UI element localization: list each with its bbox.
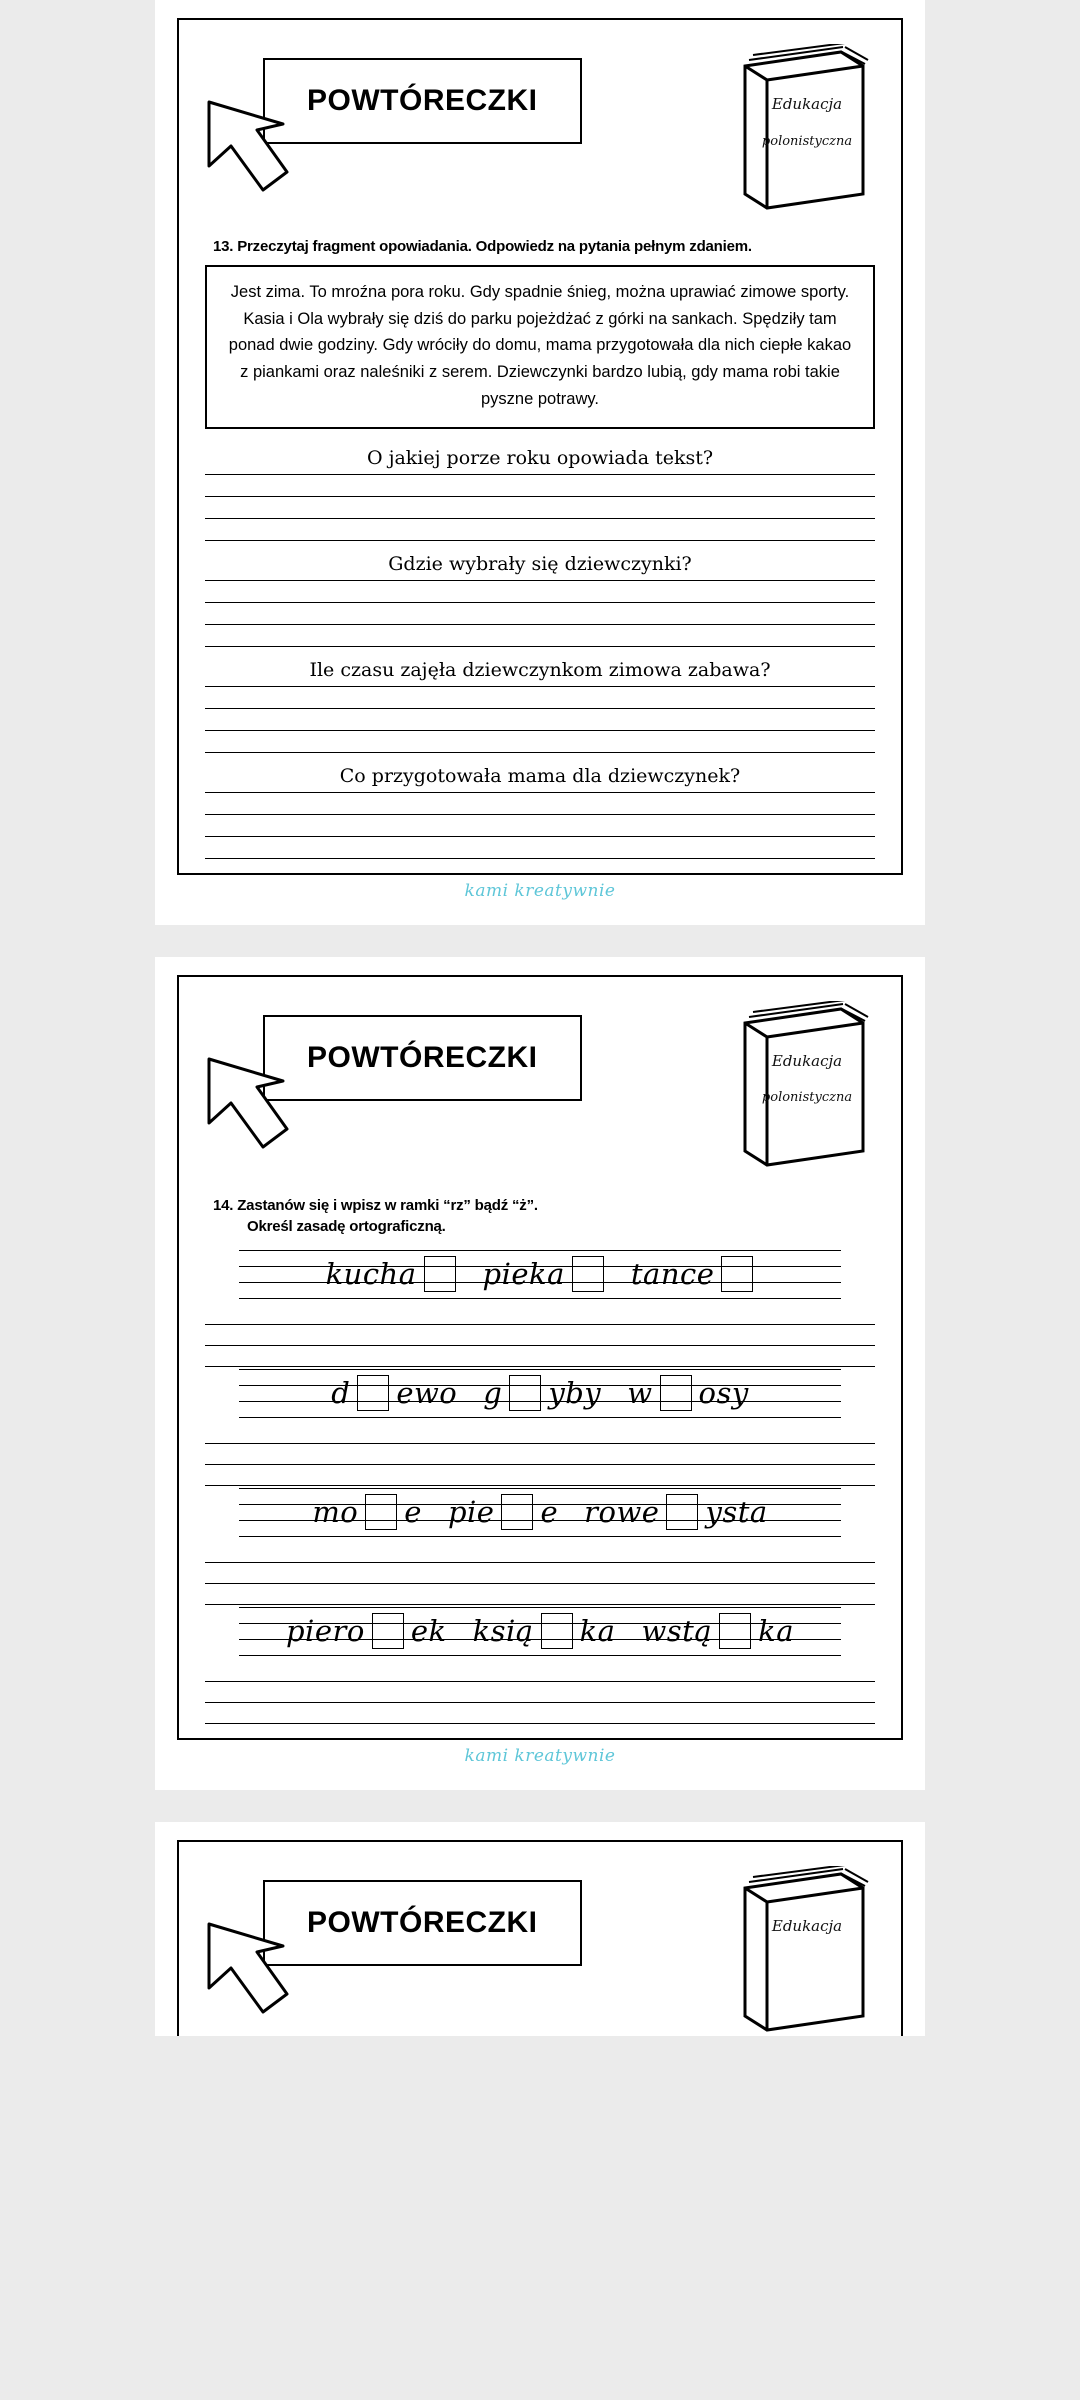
word-row	[205, 1603, 875, 1659]
answer-box[interactable]	[372, 1613, 404, 1649]
word-staff-row-2	[205, 1367, 875, 1421]
worksheet-page-1	[155, 0, 925, 925]
word-staff-row-1	[205, 1248, 875, 1302]
word-row	[205, 1246, 875, 1302]
question-text: O jakiej porze roku opowiada tekst?	[205, 443, 875, 475]
page-1-header	[199, 36, 881, 236]
word-part: rowe	[584, 1495, 660, 1530]
word-part: ka	[579, 1614, 616, 1649]
answer-box[interactable]	[365, 1494, 397, 1530]
word-part: mo	[312, 1495, 359, 1530]
word-staff-row-4	[205, 1605, 875, 1659]
answer-line[interactable]	[205, 497, 875, 519]
book-label-line1: Edukacja	[771, 1917, 843, 1936]
book-label	[757, 96, 857, 149]
footer-signature: kami kreatywnie	[464, 880, 616, 901]
book-label-line2: polonistyczna	[761, 1090, 853, 1106]
answer-line[interactable]	[205, 687, 875, 709]
answer-line[interactable]	[205, 709, 875, 731]
answer-box[interactable]	[541, 1613, 573, 1649]
answer-box[interactable]	[719, 1613, 751, 1649]
book-label-line2: polonistyczna	[761, 133, 853, 149]
word-part: yby	[548, 1376, 602, 1411]
footer-signature: kami kreatywnie	[464, 1746, 616, 1767]
answer-box[interactable]	[509, 1375, 541, 1411]
write-lines-1	[205, 1304, 875, 1367]
write-line[interactable]	[205, 1584, 875, 1605]
worksheet-page-2	[155, 957, 925, 1791]
answer-box[interactable]	[572, 1256, 604, 1292]
answer-line[interactable]	[205, 837, 875, 859]
worksheet-page-3	[155, 1822, 925, 2036]
answer-box[interactable]	[721, 1256, 753, 1292]
question-block-2	[205, 549, 875, 647]
write-line[interactable]	[205, 1542, 875, 1563]
answer-line[interactable]	[205, 603, 875, 625]
word-part: ek	[410, 1614, 447, 1649]
book-label	[757, 1053, 857, 1106]
word-part: pieka	[482, 1257, 565, 1292]
word-part: w	[627, 1376, 653, 1411]
word-part: wstą	[641, 1614, 713, 1649]
word-row	[205, 1365, 875, 1421]
book-icon	[723, 1001, 873, 1171]
answer-line[interactable]	[205, 625, 875, 647]
book-icon	[723, 44, 873, 214]
word-part: e	[540, 1495, 559, 1530]
word-part: ewo	[396, 1376, 458, 1411]
write-line[interactable]	[205, 1346, 875, 1367]
book-icon	[723, 1866, 873, 2036]
question-block-4	[205, 761, 875, 859]
write-line[interactable]	[205, 1661, 875, 1682]
page-1-frame	[177, 18, 903, 875]
write-line[interactable]	[205, 1563, 875, 1584]
write-line[interactable]	[205, 1703, 875, 1724]
reading-passage: Jest zima. To mroźna pora roku. Gdy spadnie śnieg, można uprawiać zimowe sporty. Kasia i Ola wybrały się dziś do parku pojeżdżać z górki na sankach. Spędziły tam ponad dwie godziny. Gdy wróciły do domu, mama przygotowała dla nich ciepłe kakao z piankami oraz naleśniki z serem. Dziewczynki bardzo lubią, gdy mama robi takie pyszne potrawy.	[205, 265, 875, 429]
answer-line[interactable]	[205, 793, 875, 815]
page-title: POWTÓRECZKI	[307, 1040, 538, 1074]
answer-line[interactable]	[205, 731, 875, 753]
question-text: Co przygotowała mama dla dziewczynek?	[205, 761, 875, 793]
arrow-icon	[201, 1051, 311, 1166]
write-line[interactable]	[205, 1444, 875, 1465]
task-instruction-line2: Określ zasadę ortograficzną.	[247, 1218, 446, 1236]
task-instruction: 13. Przeczytaj fragment opowiadania. Odpowiedz na pytania pełnym zdaniem.	[213, 238, 752, 255]
answer-line[interactable]	[205, 815, 875, 837]
answer-line[interactable]	[205, 519, 875, 541]
word-row	[205, 1484, 875, 1540]
book-label	[757, 1918, 857, 1935]
page-3-frame	[177, 1840, 903, 2036]
question-block-3	[205, 655, 875, 753]
word-part: e	[404, 1495, 422, 1530]
page-2-header	[199, 993, 881, 1193]
answer-box[interactable]	[424, 1256, 456, 1292]
word-part: ksią	[472, 1614, 534, 1649]
word-part: osy	[698, 1376, 749, 1411]
page-3-header	[199, 1858, 881, 2036]
write-lines-2	[205, 1423, 875, 1486]
page-title: POWTÓRECZKI	[307, 1906, 538, 1940]
word-part: d	[331, 1376, 351, 1411]
answer-box[interactable]	[666, 1494, 698, 1530]
write-line[interactable]	[205, 1304, 875, 1325]
task-instruction-line1: 14. Zastanów się i wpisz w ramki “rz” bądź “ż”.	[213, 1196, 538, 1214]
page-divider	[0, 925, 1080, 957]
answer-box[interactable]	[357, 1375, 389, 1411]
question-text: Ile czasu zajęła dziewczynkom zimowa zabawa?	[205, 655, 875, 687]
word-part: kucha	[325, 1257, 417, 1292]
write-line[interactable]	[205, 1325, 875, 1346]
page-2-frame	[177, 975, 903, 1741]
word-part: pie	[447, 1495, 495, 1530]
question-text: Gdzie wybrały się dziewczynki?	[205, 549, 875, 581]
write-lines-3	[205, 1542, 875, 1605]
word-part: g	[483, 1376, 503, 1411]
arrow-icon	[201, 1916, 311, 2031]
word-part: ka	[758, 1614, 794, 1649]
task-instruction	[213, 1195, 881, 1239]
word-part: ysta	[705, 1495, 768, 1530]
write-line[interactable]	[205, 1465, 875, 1486]
word-part: tance	[630, 1257, 715, 1292]
book-label-line1: Edukacja	[771, 1051, 843, 1070]
write-line[interactable]	[205, 1682, 875, 1703]
word-part: piero	[285, 1614, 365, 1649]
answer-box[interactable]	[501, 1494, 533, 1530]
answer-box[interactable]	[660, 1375, 692, 1411]
write-lines-4	[205, 1661, 875, 1724]
page-title: POWTÓRECZKI	[307, 84, 538, 117]
answer-line[interactable]	[205, 581, 875, 603]
word-staff-row-3	[205, 1486, 875, 1540]
page-divider	[0, 1790, 1080, 1822]
arrow-icon	[201, 94, 311, 209]
write-line[interactable]	[205, 1423, 875, 1444]
answer-line[interactable]	[205, 475, 875, 497]
book-label-line1: Edukacja	[771, 95, 843, 113]
question-block-1	[205, 443, 875, 541]
